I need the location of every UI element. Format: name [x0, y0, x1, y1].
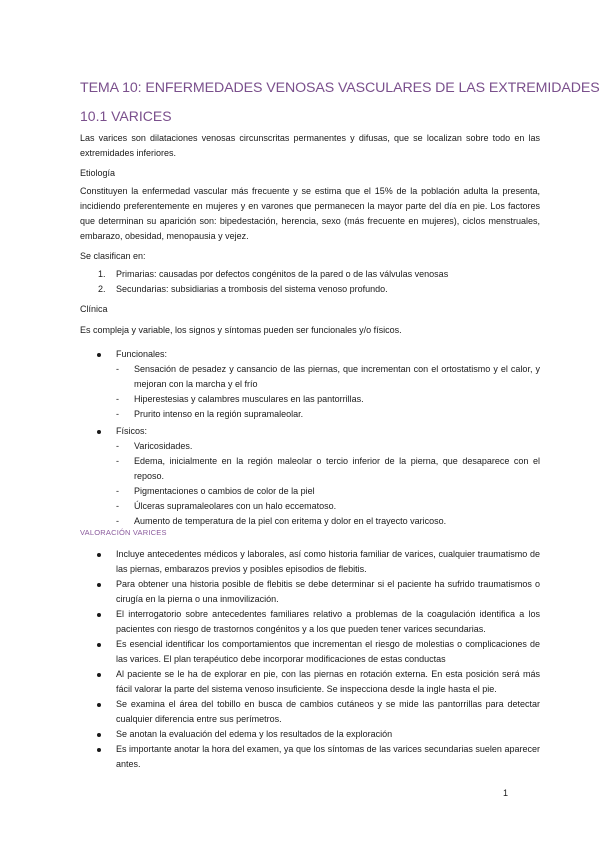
list-item [98, 392, 540, 407]
list-item [80, 547, 540, 577]
list-item [98, 439, 540, 454]
dash-icon: - [116, 394, 119, 404]
dash-icon: - [116, 364, 119, 374]
bullet-icon [97, 430, 101, 434]
clasificacion-list [80, 267, 540, 297]
list-item [80, 282, 540, 297]
valoracion-heading: VALORACIÓN VARICES [80, 528, 167, 537]
item-text: Se examina el área del tobillo en busca de cambios cutáneos y se mide las pantorrillas para detectar cualquier diferencia entre sus perímetros. [116, 699, 540, 724]
list-item [80, 637, 540, 667]
item-text: Secundarias: subsidiarias a trombosis del sistema venoso profundo. [116, 284, 388, 294]
list-item [98, 454, 540, 484]
etiologia-paragraph: Constituyen la enfermedad vascular más frecuente y se estima que el 15% de la población adulta la presenta, incidiendo preferentemente en mujeres y en varones que permanecen la mayor parte del día en pie. Los factores que determinan su aparición son: bipedestación, herencia, sexo (más frecuente en mujeres), ciclos menstruales, embarazo, obesidad, menopausia y vejez. [80, 186, 540, 241]
item-text: Prurito intenso en la región supramaleolar. [134, 409, 304, 419]
bullet-icon [97, 583, 101, 587]
clinica-list [80, 347, 540, 529]
document-title: TEMA 10: ENFERMEDADES VENOSAS VASCULARES DE LAS EXTREMIDADES [80, 80, 600, 96]
item-text: Para obtener una historia posible de flebitis se debe determinar si el paciente ha sufrido traumatismos o cirugía en la pierna o una inmovilización. [116, 579, 540, 604]
item-text: Edema, inicialmente en la región maleolar o tercio inferior de la pierna, que desaparece con el reposo. [134, 456, 540, 481]
item-text: Varicosidades. [134, 441, 193, 451]
item-number: 2. [98, 284, 106, 294]
item-text: Úlceras supramaleolares con un halo eccematoso. [134, 501, 337, 511]
bullet-icon [97, 673, 101, 677]
item-text: Hiperestesias y calambres musculares en las pantorrillas. [134, 394, 364, 404]
item-text: Primarias: causadas por defectos congénitos de la pared o de las válvulas venosas [116, 269, 449, 279]
bullet-icon [97, 703, 101, 707]
bullet-icon [97, 553, 101, 557]
dash-icon: - [116, 456, 119, 466]
list-item [80, 267, 540, 282]
item-text: El interrogatorio sobre antecedentes familiares relativo a problemas de la coagulación identifica a los pacientes con riesgo de trastornos congénitos y a los que pueden tener varices secundarias. [116, 609, 540, 634]
item-text: Al paciente se le ha de explorar en pie, con las piernas en rotación externa. En esta posición será más fácil valorar la parte del sistema venoso insuficiente. Se inspecciona desde la ingle hasta el pie. [116, 669, 540, 694]
item-text: Incluye antecedentes médicos y laborales, así como historia familiar de varices, cualquier traumatismo de las piernas, embarazos previos y posibles episodios de flebitis. [116, 549, 540, 574]
list-item [80, 697, 540, 727]
list-item [80, 347, 540, 422]
list-item [80, 577, 540, 607]
list-item [98, 407, 540, 422]
list-item [80, 742, 540, 772]
funcionales-list [80, 362, 540, 422]
fisicos-list [80, 439, 540, 529]
item-text: Sensación de pesadez y cansancio de las piernas, que incrementan con el ortostatismo y el calor, y mejoran con la marcha y el frío [134, 364, 540, 389]
list-item [80, 727, 540, 742]
funcionales-label: Funcionales: [116, 349, 168, 359]
list-item [98, 499, 540, 514]
clinica-heading: Clínica [80, 304, 108, 314]
item-text: Es importante anotar la hora del examen, ya que los síntomas de las varices secundarias suelen aparecer antes. [116, 744, 540, 769]
list-item [98, 484, 540, 499]
dash-icon: - [116, 501, 119, 511]
clinica-paragraph: Es compleja y variable, los signos y síntomas pueden ser funcionales y/o físicos. [80, 325, 402, 335]
page-number: 1 [503, 788, 509, 798]
fisicos-label: Físicos: [116, 426, 148, 436]
item-text: Se anotan la evaluación del edema y los resultados de la exploración [116, 729, 393, 739]
list-item [80, 667, 540, 697]
dash-icon: - [116, 409, 119, 419]
bullet-icon [97, 643, 101, 647]
intro-paragraph: Las varices son dilataciones venosas circunscritas permanentes y difusas, que se localizan sobre todo en las extremidades inferiores. [80, 133, 540, 158]
bullet-icon [97, 613, 101, 617]
item-text: Aumento de temperatura de la piel con eritema y dolor en el trayecto varicoso. [134, 516, 447, 526]
section-heading: 10.1 VARICES [80, 108, 172, 124]
valoracion-list [80, 547, 540, 772]
clasificacion-heading: Se clasifican en: [80, 251, 146, 261]
item-text: Es esencial identificar los comportamientos que incrementan el riesgo de molestias o complicaciones de las varices. El plan terapéutico debe incorporar modificaciones de estas conductas [116, 639, 540, 664]
bullet-icon [97, 748, 101, 752]
list-item [80, 607, 540, 637]
bullet-icon [97, 353, 101, 357]
dash-icon: - [116, 516, 119, 526]
list-item [80, 424, 540, 529]
list-item [98, 514, 540, 529]
bullet-icon [97, 733, 101, 737]
item-number: 1. [98, 269, 106, 279]
list-item [98, 362, 540, 392]
dash-icon: - [116, 486, 119, 496]
etiologia-heading: Etiología [80, 168, 116, 178]
item-text: Pigmentaciones o cambios de color de la piel [134, 486, 315, 496]
dash-icon: - [116, 441, 119, 451]
